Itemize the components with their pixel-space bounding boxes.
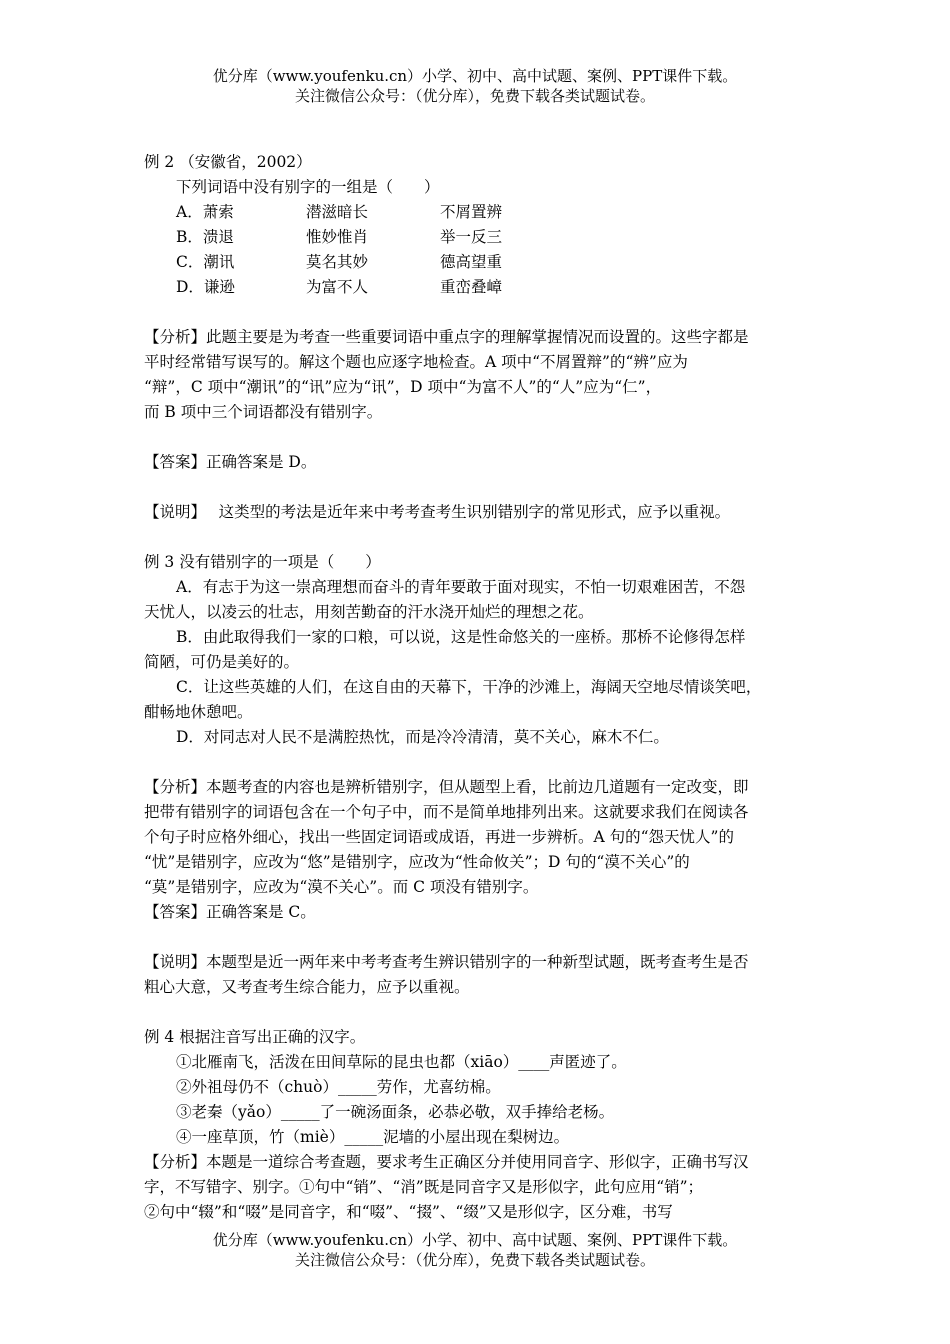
option-label: D．谦逊 — [176, 278, 235, 296]
ex3-analysis-line: “莫”是错别字，应改为“漠不关心”。而 C 项没有错别字。 — [144, 878, 539, 896]
option-label: A．萧索 — [176, 203, 234, 221]
ex4-title: 例 4 根据注音写出正确的汉字。 — [144, 1028, 366, 1046]
header-line-2: 关注微信公众号：（优分库），免费下载各类试题试卷。 — [294, 87, 655, 105]
ex4-item-4: ④一座草顶，竹（miè）_____泥墙的小屋出现在梨树边。 — [176, 1128, 570, 1146]
ex2-option-c — [144, 250, 812, 275]
ex3-analysis-line: 【分析】本题考查的内容也是辨析错别字，但从题型上看，比前边几道题有一定改变，即 — [144, 778, 749, 796]
ex4-item-3: ③老秦（yǎo）_____了一碗汤面条，必恭必敬，双手捧给老杨。 — [176, 1103, 615, 1121]
ex2-option-b — [144, 225, 812, 250]
ex3-option-a-cont: 天忧人，以凌云的壮志，用刻苦勤奋的汗水浇开灿烂的理想之花。 — [144, 603, 594, 621]
ex2-option-d — [144, 275, 812, 300]
ex2-analysis-line: 【分析】此题主要是为考查一些重要词语中重点字的理解掌握情况而设置的。这些字都是 — [144, 328, 749, 346]
ex2-answer: 【答案】正确答案是 D。 — [144, 453, 317, 471]
option-word: 莫名其妙 — [306, 253, 369, 271]
ex3-analysis-line: 个句子时应格外细心，找出一些固定词语或成语，再进一步辨析。A 句的“怨天忧人”的 — [144, 828, 734, 846]
ex2-option-a — [144, 200, 812, 225]
option-word: 德高望重 — [440, 253, 503, 271]
document-body — [144, 150, 812, 1225]
ex2-note: 【说明】 这类型的考法是近年来中考考查考生识别错别字的常见形式，应予以重视。 — [144, 503, 731, 521]
option-word: 惟妙惟肖 — [306, 228, 369, 246]
ex3-option-b: B．由此取得我们一家的口粮，可以说，这是性命悠关的一座桥。那桥不论修得怎样 — [176, 628, 746, 646]
ex3-answer: 【答案】正确答案是 C。 — [144, 903, 316, 921]
ex2-question: 下列词语中没有别字的一组是（ ） — [176, 178, 440, 196]
ex4-analysis-line: ②句中“辍”和“啜”是同音字，和“啜”、“掇”、“缀”又是形似字，区分难，书写 — [144, 1203, 673, 1221]
ex2-title: 例 2 （安徽省，2002） — [144, 153, 312, 171]
ex3-option-b-cont: 简陋，可仍是美好的。 — [144, 653, 300, 671]
option-word: 潜滋暗长 — [306, 203, 369, 221]
page-header — [0, 66, 950, 106]
ex3-analysis-line: “忧”是错别字，应改为“悠”是错别字，应改为“性命攸关”；D 句的“漠不关心”的 — [144, 853, 690, 871]
ex3-note-line: 粗心大意，又考查考生综合能力，应予以重视。 — [144, 978, 470, 996]
footer-line-1: 优分库（www.youfenku.cn）小学、初中、高中试题、案例、PPT课件下载。 — [212, 1231, 738, 1249]
option-word: 举一反三 — [440, 228, 503, 246]
ex4-analysis-line: 字，不写错字、别字。①句中“销”、“消”既是同音字又是形似字，此句应用“销”； — [144, 1178, 704, 1196]
footer-line-2: 关注微信公众号：（优分库），免费下载各类试题试卷。 — [294, 1251, 655, 1269]
ex3-option-c-cont: 酣畅地休憩吧。 — [144, 703, 253, 721]
ex4-item-2: ②外祖母仍不（chuò）_____劳作，尤喜纺棉。 — [176, 1078, 501, 1096]
ex3-option-a: A．有志于为这一崇高理想而奋斗的青年要敢于面对现实，不怕一切艰难困苦，不怨 — [176, 578, 746, 596]
ex3-analysis-line: 把带有错别字的词语包含在一个句子中，而不是简单地排列出来。这就要求我们在阅读各 — [144, 803, 749, 821]
ex3-option-d: D．对同志对人民不是满腔热忱，而是冷冷清清，莫不关心，麻木不仁。 — [176, 728, 669, 746]
ex3-note-line: 【说明】本题型是近一两年来中考考查考生辨识错别字的一种新型试题，既考查考生是否 — [144, 953, 749, 971]
ex2-analysis-line: 平时经常错写误写的。解这个题也应逐字地检查。A 项中“不屑置辩”的“辨”应为 — [144, 353, 688, 371]
option-word: 为富不人 — [306, 278, 369, 296]
ex3-title: 例 3 没有错别字的一项是（ ） — [144, 553, 381, 571]
ex2-analysis-line: “辩”，C 项中“潮讯”的“讯”应为“讯”，D 项中“为富不人”的“人”应为“仁”， — [144, 378, 662, 396]
ex4-item-1: ①北雁南飞，活泼在田间草际的昆虫也都（xiāo）____声匿迹了。 — [176, 1053, 627, 1071]
header-line-1: 优分库（www.youfenku.cn）小学、初中、高中试题、案例、PPT课件下载。 — [212, 67, 738, 85]
option-label: C．潮讯 — [176, 253, 235, 271]
option-label: B．溃退 — [176, 228, 234, 246]
option-word: 重峦叠嶂 — [440, 278, 503, 296]
ex3-option-c: C．让这些英雄的人们，在这自由的天幕下，干净的沙滩上，海阔天空地尽情谈笑吧， — [176, 678, 762, 696]
page-footer — [0, 1230, 950, 1270]
option-word: 不屑置辨 — [440, 203, 503, 221]
ex2-analysis-line: 而 B 项中三个词语都没有错别字。 — [144, 403, 383, 421]
ex4-analysis-line: 【分析】本题是一道综合考查题，要求考生正确区分并使用同音字、形似字，正确书写汉 — [144, 1153, 749, 1171]
